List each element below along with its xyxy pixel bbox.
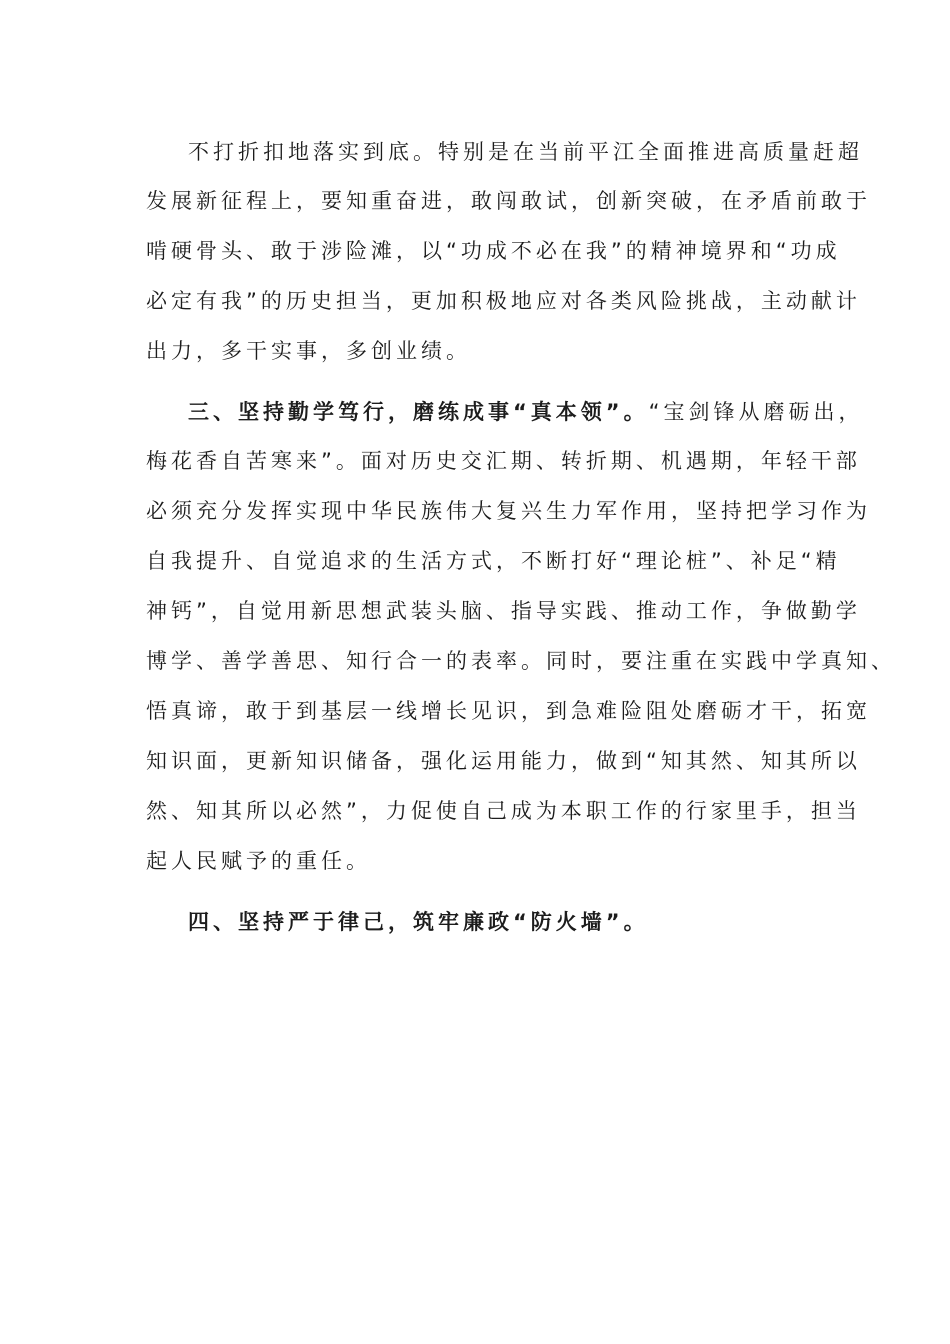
paragraph-2-line-8: 知识面，更新知识储备，强化运用能力，做到“知其然、知其所以 xyxy=(146,749,861,773)
section-four-heading: 四、坚持严于律己，筑牢廉政“防火墙”。 xyxy=(188,910,649,934)
paragraph-1-line-5: 出力，多干实事，多创业绩。 xyxy=(146,339,471,363)
paragraph-1-line-1: 不打折扣地落实到底。特别是在当前平江全面推进高质量赶超 xyxy=(188,140,863,164)
paragraph-2-line-1-rest: “宝剑锋从磨砺出， xyxy=(648,400,864,424)
paragraph-2-line-7: 悟真谛，敢于到基层一线增长见识，到急难险阻处磨砺才干，拓宽 xyxy=(146,699,871,723)
paragraph-2-line-5: 神钙”，自觉用新思想武装头脑、指导实践、推动工作，争做勤学 xyxy=(146,599,861,623)
paragraph-1-line-3: 啃硬骨头、敢于涉险滩，以“功成不必在我”的精神境界和“功成 xyxy=(146,239,841,263)
paragraph-2-line-2: 梅花香自苦寒来”。面对历史交汇期、转折期、机遇期，年轻干部 xyxy=(146,449,861,473)
paragraph-2-line-1 xyxy=(188,398,864,426)
paragraph-2-line-6: 博学、善学善思、知行合一的表率。同时，要注重在实践中学真知、 xyxy=(146,649,896,673)
paragraph-2-line-4: 自我提升、自觉追求的生活方式，不断打好“理论桩”、补足“精 xyxy=(146,549,841,573)
paragraph-1-line-4: 必定有我”的历史担当，更加积极地应对各类风险挑战，主动献计 xyxy=(146,289,861,313)
paragraph-2-line-10: 起人民赋予的重任。 xyxy=(146,849,371,873)
paragraph-2-line-9: 然、知其所以必然”，力促使自己成为本职工作的行家里手，担当 xyxy=(146,799,861,823)
paragraph-1-line-2: 发展新征程上，要知重奋进，敢闯敢试，创新突破，在矛盾前敢于 xyxy=(146,189,871,213)
paragraph-2-line-3: 必须充分发挥实现中华民族伟大复兴生力军作用，坚持把学习作为 xyxy=(146,499,871,523)
section-three-heading: 三、坚持勤学笃行，磨练成事“真本领”。 xyxy=(188,400,649,424)
